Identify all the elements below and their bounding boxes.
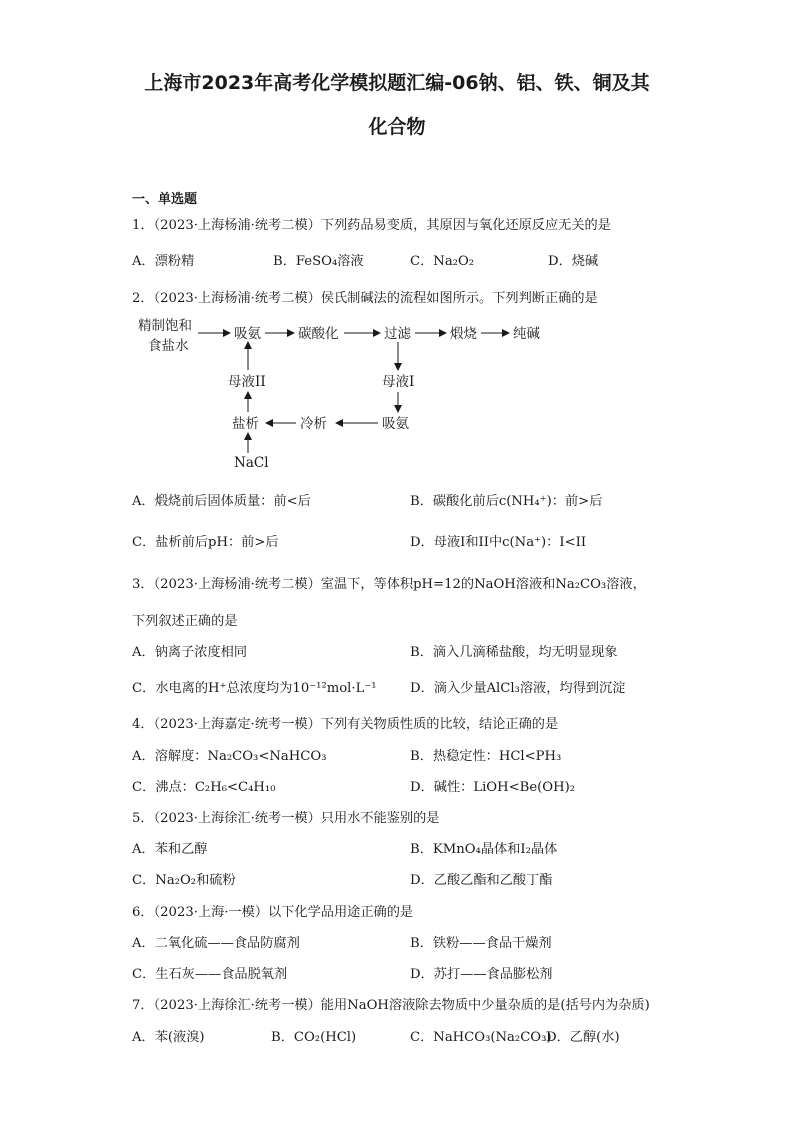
question-7-option-b: B．CO₂(HCl)	[271, 1030, 357, 1045]
question-7-option-c: C．NaHCO₃(Na₂CO₃)	[410, 1030, 552, 1045]
question-7-stem: 7．（2023·上海徐汇·统考一模）能用NaOH溶液除去物质中少量杂质的是(括号内为杂质)	[132, 998, 650, 1013]
question-3-option-d: D．滴入少量AlCl₃溶液，均得到沉淀	[410, 681, 626, 696]
question-4-option-d: D．碱性：LiOH<Be(OH)₂	[410, 780, 576, 795]
question-1-option-b: B．FeSO₄溶液	[273, 254, 364, 269]
question-5-stem: 5．（2023·上海徐汇·统考一模）只用水不能鉴别的是	[132, 811, 440, 826]
document-title-line1: 上海市2023年高考化学模拟题汇编-06钠、铝、铁、铜及其	[144, 72, 650, 94]
process-flow-diagram	[132, 312, 562, 477]
question-2-option-b: B．碳酸化前后c(NH₄⁺)：前>后	[410, 494, 603, 509]
node-start-line2: 食盐水	[148, 338, 189, 354]
question-4-option-b: B．热稳定性：HCl<PH₃	[410, 749, 562, 764]
node-filtration: 过滤	[384, 326, 411, 342]
question-4-stem: 4．（2023·上海嘉定·统考一模）下列有关物质性质的比较，结论正确的是	[132, 717, 559, 732]
document-title-line2: 化合物	[368, 116, 426, 138]
question-2-option-c: C．盐析前后pH：前>后	[132, 535, 279, 550]
node-nacl: NaCl	[234, 455, 269, 471]
node-soda-ash: 纯碱	[513, 326, 540, 342]
section-heading: 一、单选题	[132, 192, 198, 207]
question-1-option-c: C．Na₂O₂	[410, 254, 475, 269]
node-absorb-ammonia-2: 吸氨	[382, 416, 409, 432]
node-carbonation: 碳酸化	[298, 326, 339, 342]
node-salting-out: 盐析	[232, 416, 259, 432]
question-1-option-d: D．烧碱	[548, 254, 599, 269]
node-calcination: 煅烧	[450, 326, 477, 342]
question-5-option-d: D．乙酸乙酯和乙酸丁酯	[410, 873, 553, 888]
question-3-stem-line2: 下列叙述正确的是	[132, 614, 238, 629]
question-4-option-c: C．沸点：C₂H₆<C₄H₁₀	[132, 780, 276, 795]
node-cold-crystallization: 冷析	[300, 416, 327, 432]
question-5-option-c: C．Na₂O₂和硫粉	[132, 873, 236, 888]
question-1-stem: 1．（2023·上海杨浦·统考二模）下列药品易变质，其原因与氧化还原反应无关的是	[132, 218, 611, 233]
question-6-stem: 6．（2023·上海·一模）以下化学品用途正确的是	[132, 905, 414, 920]
question-1-option-a: A．漂粉精	[132, 254, 195, 269]
question-2-option-d: D．母液I和II中c(Na⁺)：I<II	[410, 535, 587, 550]
question-7-option-d: D．乙醇(水)	[546, 1030, 620, 1045]
question-6-option-b: B．铁粉——食品干燥剂	[410, 936, 552, 951]
node-absorb-ammonia: 吸氨	[234, 326, 261, 342]
node-mother-liquor-2: 母液II	[228, 374, 266, 390]
node-mother-liquor-1: 母液I	[382, 374, 415, 390]
question-2-stem: 2．（2023·上海杨浦·统考二模）侯氏制碱法的流程如图所示。下列判断正确的是	[132, 291, 598, 306]
question-5-option-b: B．KMnO₄晶体和I₂晶体	[410, 842, 558, 857]
question-3-stem-line1: 3．（2023·上海杨浦·统考二模）室温下，等体积pH=12的NaOH溶液和Na₂CO₃溶液，	[132, 577, 646, 592]
question-7-option-a: A．苯(液溴)	[132, 1030, 205, 1045]
question-6-option-a: A．二氧化硫——食品防腐剂	[132, 936, 300, 951]
node-start-line1: 精制饱和	[138, 318, 192, 334]
question-3-option-b: B．滴入几滴稀盐酸，均无明显现象	[410, 645, 618, 660]
question-5-option-a: A．苯和乙醇	[132, 842, 208, 857]
question-3-option-a: A．钠离子浓度相同	[132, 645, 248, 660]
question-2-option-a: A．煅烧前后固体质量：前<后	[132, 494, 311, 509]
question-3-option-c: C．水电离的H⁺总浓度均为10⁻¹²mol·L⁻¹	[132, 681, 377, 696]
question-4-option-a: A．溶解度：Na₂CO₃<NaHCO₃	[132, 749, 327, 764]
question-6-option-d: D．苏打——食品膨松剂	[410, 967, 553, 982]
question-6-option-c: C．生石灰——食品脱氧剂	[132, 967, 288, 982]
